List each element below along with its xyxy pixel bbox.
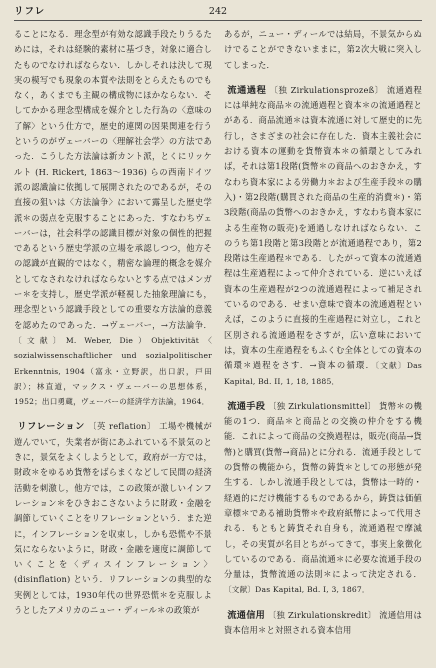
entry-body: 流通信用は資本信用＊と対照される資本信用 xyxy=(224,609,422,635)
entry-circulation-process xyxy=(224,83,422,389)
right-column xyxy=(224,27,422,662)
entry-means-of-circulation xyxy=(224,399,422,598)
entry-references: 〔文献〕Das Kapital, Bd. II, 1, 18, 1885． xyxy=(224,361,422,386)
entry-body: 貨幣＊の機能の1つ．商品＊と商品との交換の仲介をする機能．これによって商品の交換過程は，販売(商品→貨幣)と購買(貨幣→商品)とに分れる．流通手段としての貨幣の機能から，貨幣の鋳貨＊としての形態が発生する．しかし流通手段としては，貨幣は一時的・経過的にだけ機能するものであるから，鋳貨は価値章標＊である補助貨幣＊や政府紙幣によって代用される．もともと鋳貨それ自身も，流通過程で摩滅し，その実質が名目とちがってきて，事実上象徴化しているのである．商品流通＊に必要な流通手段の分量は，貨幣流通の法則＊によって決定される． xyxy=(224,400,422,580)
entry-etymology: 〔英 reflation〕 xyxy=(88,421,156,432)
entry-headword: 流通過程 xyxy=(227,84,267,96)
entry-headword: 流通手段 xyxy=(227,400,266,412)
running-head-title: リフレ xyxy=(14,6,46,17)
entry-headword: 流通信用 xyxy=(227,609,266,621)
entry-body: 工場や機械が遊んでいて，失業者が街にあふれている不景気のときに，景気をよくしようとして，政府が一方では，財政＊をゆるめ貨幣をばらまくなどして民間の経済活動を刺激し，他方では，この政策が激しいインフレーション＊をひきおこさないように財政・金融を調節していくことをリフレーションという．また逆に，インフレーションを収束し，しかも恐慌や不景気にならないように，財政・金融を適度に調節していくことを〈ディスインフレーション〉(disinflation) という．リフレーションの典型的な実例としては，1930年代の世界恐慌＊を克服しようとしたアメリカのニュー・ディール＊の政策が xyxy=(14,421,212,615)
entry-etymology: 〔独 Zirkulationsprozeß〕 xyxy=(269,84,384,95)
entry-reflation xyxy=(14,419,212,618)
continued-entry-body: ることになる．理念型が有効な認識手段たりうるためには，それは経験的素材に基づき，対象に適合したものでなければならない．しかしそれは決して現実の模写でも現象の本質や法則をとらえたものでもなく，あくまでも主観の構成物にほかならない．そしてかかる理念型構成を媒介とした行為の〈意味の了解〉という仕方で，歴史的連関の因果関連を行うというのがヴェーバーの〈理解社会学〉の方法であった．こうした方法論は新カント派，とくにリッケルト (H. Rickert, 1863～1936) らの西南ドイツ派の認識論に依拠して展開されたのであるが，その直接の狙いは〈方法論争〉において露呈した歴史学派＊の弱点を克服することにあった．すなわちヴェーバーは，社会科学の認識目標が対象の個性的把握であるという歴史学派の立場を承認しつつ，他方その認識が直観的ではなく，精密な論理的概念を媒介としてなされなければならないとする点ではメンガー＊を支持し，歴史学派が軽視した抽象理論にも，理念型という認識手段としての重要な方法論的意義を認めたのであった．→ヴェーバー，→方法論争． xyxy=(14,29,212,330)
entry-etymology: 〔独 Zirkulationsmittel〕 xyxy=(268,400,377,411)
left-column xyxy=(14,27,212,662)
two-column-body xyxy=(14,27,422,662)
continued-entry-references: 〔文献〕M. Weber, Die）Objektivität〈 sozialwissenschaftlicher und sozialpolitischer Erkenntnis, 1904（富永・立野訳，出口訳，戸田訳）；林直道，マックス・ヴェーバーの思想体系，1952；出口勇蔵，ヴェーバーの経済学方法論，1964． xyxy=(14,335,212,407)
entry-circulation-credit xyxy=(224,608,422,639)
continued-entry-text xyxy=(14,27,212,409)
continued-entry-text: あるが，ニュー・ディールでは結局，不景気からぬけでることができないままに，第2次大戦に突入してしまった． xyxy=(224,29,422,70)
running-header xyxy=(14,4,422,21)
entry-headword: リフレーション xyxy=(17,421,85,433)
entry-etymology: 〔独 Zirkulationskredit〕 xyxy=(268,609,377,620)
entry-body: 流通過程には単純な商品＊の流通過程と資本＊の流通過程とがある．商品流通＊は資本流通に対して歴史的に先行し，さまざまの社会に存在した．資本主義社会における資本の運動を貨幣資本＊の循環としてみれば，それは第1段階(貨幣＊の商品へのおきかえ，すなわち資本家による労働力＊および生産手段＊の購入)・第2段階(購買された商品の生産的消費＊)・第3段階(商品の貨幣へのおきかえ，すなわち資本家による生産物の販売)を通過しなければならない．このうち第1段階と第3段階とが流通過程であり，第2段階は生産過程＊である．したがって資本の流通過程は生産過程によって仲介されている．逆にいえば資本の生産過程が2つの流通過程によって補足されているのである．せまい意味で資本の流通過程といえば，このように直接的生産過程に対立し，これと区別される流通過程をさすが，広い意味においては，資本の生産過程をもふくむ全体としての資本の循環＊過程をさす．→資本の循環． xyxy=(224,84,422,371)
entry-references: 〔文献〕Das Kapital, Bd. I, 3, 1867． xyxy=(224,585,370,595)
page-number: 242 xyxy=(208,6,228,17)
